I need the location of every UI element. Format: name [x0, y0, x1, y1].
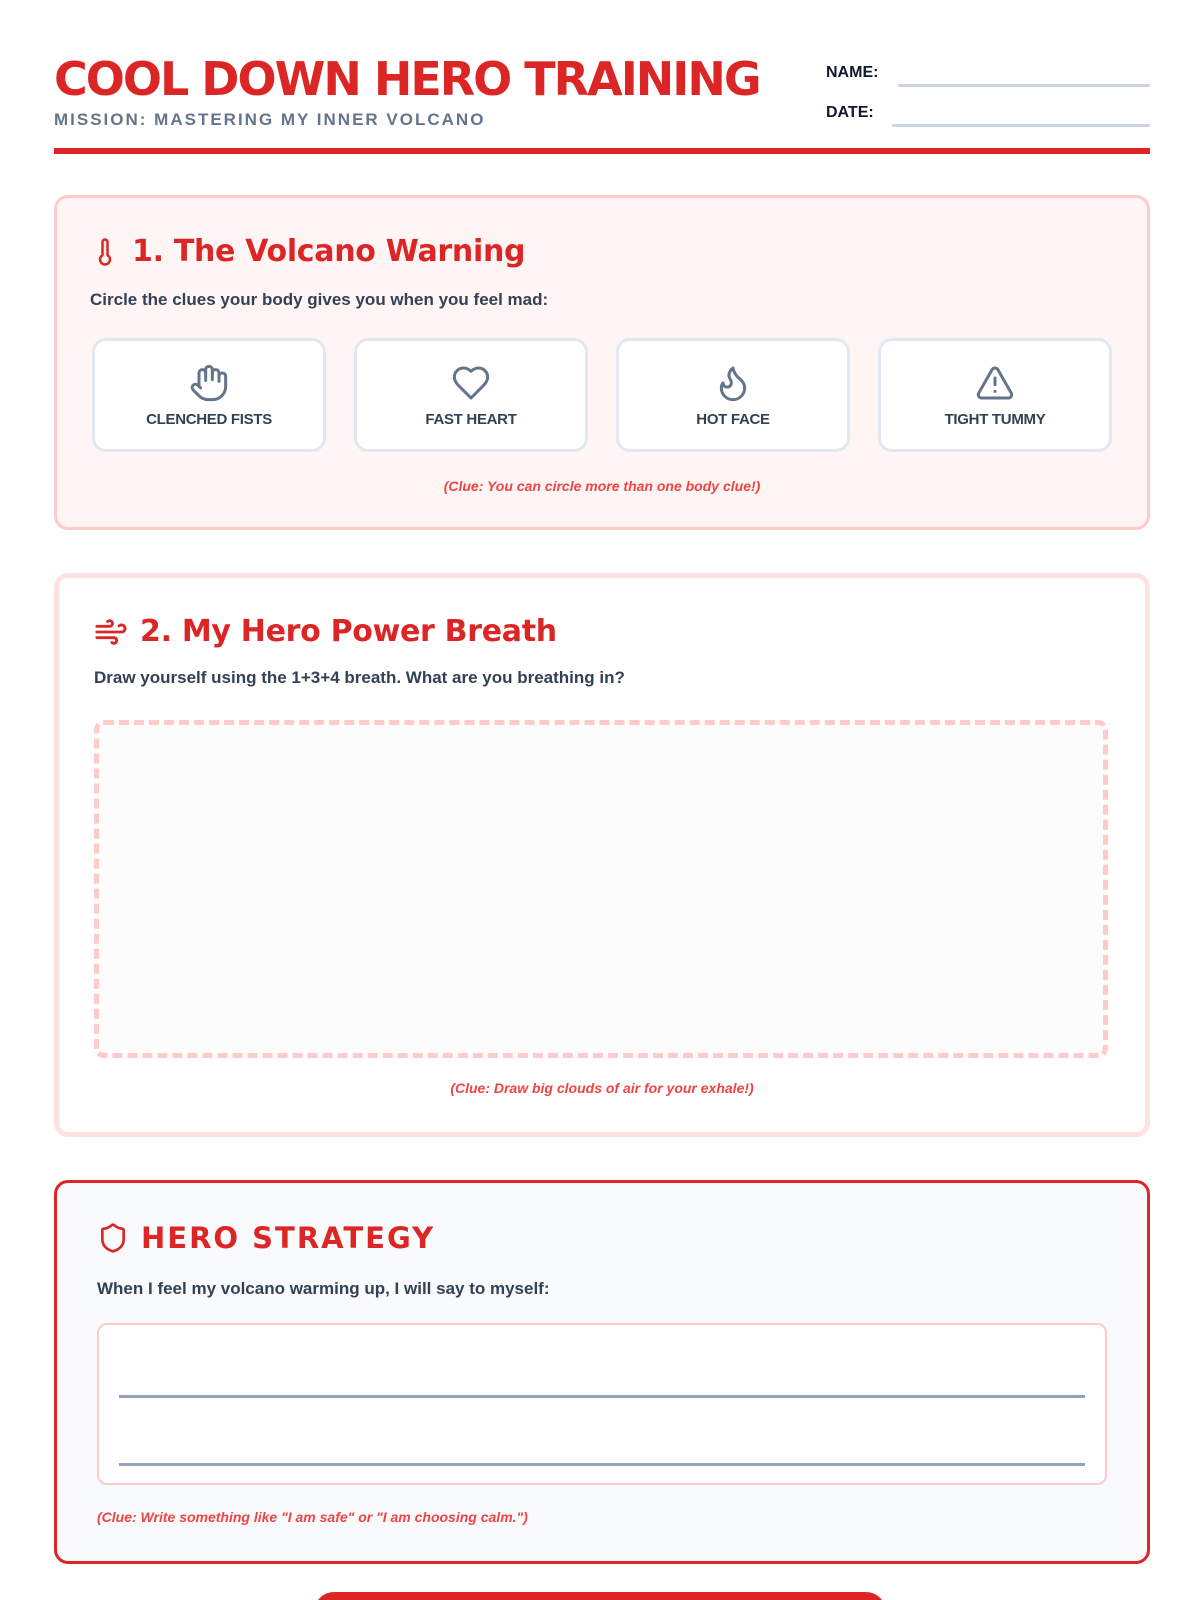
- clue-card-tight-tummy[interactable]: [878, 338, 1112, 452]
- volcano-warning-section: [54, 195, 1150, 530]
- hero-strategy-section: [54, 1180, 1150, 1564]
- shield-icon: [97, 1221, 129, 1255]
- wind-icon: [94, 615, 128, 649]
- heart-icon: [357, 363, 585, 403]
- page-subtitle: MISSION: MASTERING MY INNER VOLCANO: [54, 110, 486, 129]
- clue-card-clenched-fists[interactable]: [92, 338, 326, 452]
- clue-label: FAST HEART: [425, 411, 517, 428]
- date-field[interactable]: [826, 104, 1150, 134]
- date-line[interactable]: [892, 124, 1150, 127]
- section-title: 1. The Volcano Warning: [132, 234, 526, 269]
- write-line[interactable]: [119, 1395, 1085, 1398]
- write-line[interactable]: [119, 1463, 1085, 1466]
- worksheet-header: [54, 50, 1150, 154]
- hand-icon: [95, 363, 323, 403]
- clue-label: TIGHT TUMMY: [944, 411, 1046, 428]
- section-instruction: Circle the clues your body gives you when you feel mad:: [90, 290, 549, 309]
- strategy-write-box[interactable]: [97, 1323, 1107, 1485]
- section-title: 2. My Hero Power Breath: [140, 614, 557, 649]
- page-title: COOL DOWN HERO TRAINING: [54, 52, 760, 106]
- name-label: NAME:: [826, 64, 879, 81]
- warning-icon: [881, 363, 1109, 403]
- clue-card-fast-heart[interactable]: [354, 338, 588, 452]
- section-header: [94, 614, 557, 649]
- name-line[interactable]: [898, 84, 1150, 87]
- footer-banner: [314, 1592, 886, 1600]
- name-field[interactable]: [826, 64, 1150, 94]
- section-hint: (Clue: You can circle more than one body clue!): [443, 478, 761, 494]
- thermometer-icon: [90, 235, 120, 269]
- section-instruction: Draw yourself using the 1+3+4 breath. What are you breathing in?: [94, 668, 625, 687]
- section-header: [90, 234, 525, 269]
- drawing-area[interactable]: [94, 720, 1108, 1058]
- date-label: DATE:: [826, 104, 874, 121]
- power-breath-section: [54, 573, 1150, 1137]
- clue-label: CLENCHED FISTS: [146, 411, 272, 428]
- section-title: HERO STRATEGY: [141, 1221, 436, 1255]
- section-header: [97, 1221, 435, 1255]
- clue-card-hot-face[interactable]: [616, 338, 850, 452]
- section-instruction: When I feel my volcano warming up, I will say to myself:: [97, 1279, 550, 1298]
- section-hint: (Clue: Write something like "I am safe" or "I am choosing calm."): [97, 1509, 528, 1525]
- flame-icon: [619, 363, 847, 403]
- clue-label: HOT FACE: [696, 411, 770, 428]
- body-clue-grid: [92, 338, 1114, 452]
- section-hint: (Clue: Draw big clouds of air for your exhale!): [450, 1080, 754, 1096]
